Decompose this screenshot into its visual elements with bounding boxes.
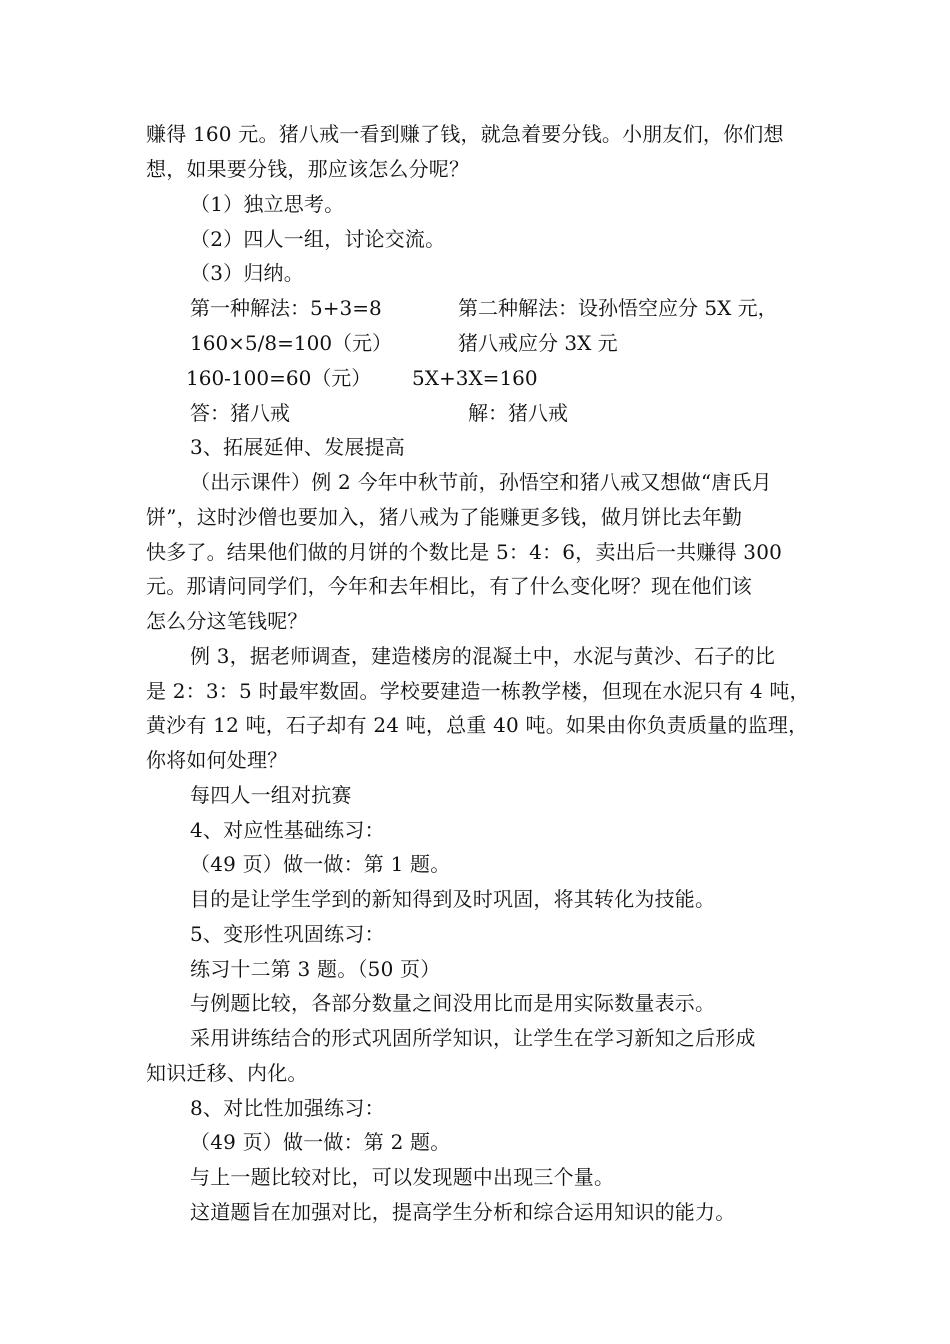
paragraph-line: 与上一题比较对比，可以发现题中出现三个量。 — [190, 1165, 615, 1189]
paragraph-line: 练习十二第 3 题。（50 页） — [190, 957, 441, 981]
paragraph-line: 与例题比较，各部分数量之间没用比而是用实际数量表示。 — [190, 991, 716, 1015]
paragraph-line: 你将如何处理？ — [146, 748, 288, 772]
section-heading: 3、拓展延伸、发展提高 — [190, 435, 405, 459]
paragraph-line: 饼”，这时沙僧也要加入，猪八戒为了能赚更多钱，做月饼比去年勤 — [146, 505, 743, 529]
method1-line: 答：猪八戒 — [190, 401, 290, 425]
paragraph-line: 想，如果要分钱，那应该怎么分呢？ — [146, 157, 470, 181]
paragraph-line: 快多了。结果他们做的月饼的个数比是 5：4：6，卖出后一共赚得 300 — [146, 540, 783, 564]
paragraph-line: 赚得 160 元。猪八戒一看到赚了钱，就急着要分钱。小朋友们，你们想 — [146, 122, 784, 146]
paragraph-line: 黄沙有 12 吨，石子却有 24 吨，总重 40 吨。如果由你负责质量的监理， — [146, 713, 809, 737]
paragraph-line: 例 3，据老师调查，建造楼房的混凝土中，水泥与黄沙、石子的比 — [190, 644, 776, 668]
paragraph-line: 怎么分这笔钱呢？ — [146, 609, 308, 633]
paragraph-line: 是 2：3：5 时最牢数固。学校要建造一栋教学楼，但现在水泥只有 4 吨， — [146, 679, 810, 703]
paragraph-line: 采用讲练结合的形式巩固所学知识，让学生在学习新知之后形成 — [190, 1026, 756, 1050]
paragraph-line: 元。那请问同学们，今年和去年相比，有了什么变化呀？现在他们该 — [146, 574, 752, 598]
paragraph-line: 每四人一组对抗赛 — [190, 783, 352, 807]
paragraph-line: （49 页）做一做：第 1 题。 — [190, 852, 451, 876]
step-line: （3）归纳。 — [190, 261, 304, 285]
method2-line: 5X+3X=160 — [412, 366, 538, 390]
method2-line: 解：猪八戒 — [468, 401, 568, 425]
method2-line: 猪八戒应分 3X 元 — [458, 331, 618, 355]
method1-line: 160×5/8=100（元） — [190, 331, 393, 355]
section-heading: 8、对比性加强练习： — [190, 1096, 385, 1120]
paragraph-line: 目的是让学生学到的新知得到及时巩固，将其转化为技能。 — [190, 887, 716, 911]
section-heading: 4、对应性基础练习： — [190, 818, 385, 842]
paragraph-line: （出示课件）例 2 今年中秋节前，孙悟空和猪八戒又想做“唐氏月 — [190, 470, 772, 494]
method1-line: 160-100=60（元） — [186, 366, 372, 390]
method1-line: 第一种解法：5+3=8 — [190, 296, 382, 320]
step-line: （1）独立思考。 — [190, 192, 345, 216]
paragraph-line: 这道题旨在加强对比，提高学生分析和综合运用知识的能力。 — [190, 1200, 736, 1224]
paragraph-line: 知识迁移、内化。 — [146, 1061, 308, 1085]
method2-line: 第二种解法：设孙悟空应分 5X 元， — [458, 296, 778, 320]
section-heading: 5、变形性巩固练习： — [190, 922, 385, 946]
paragraph-line: （49 页）做一做：第 2 题。 — [190, 1130, 451, 1154]
step-line: （2）四人一组，讨论交流。 — [190, 227, 446, 251]
